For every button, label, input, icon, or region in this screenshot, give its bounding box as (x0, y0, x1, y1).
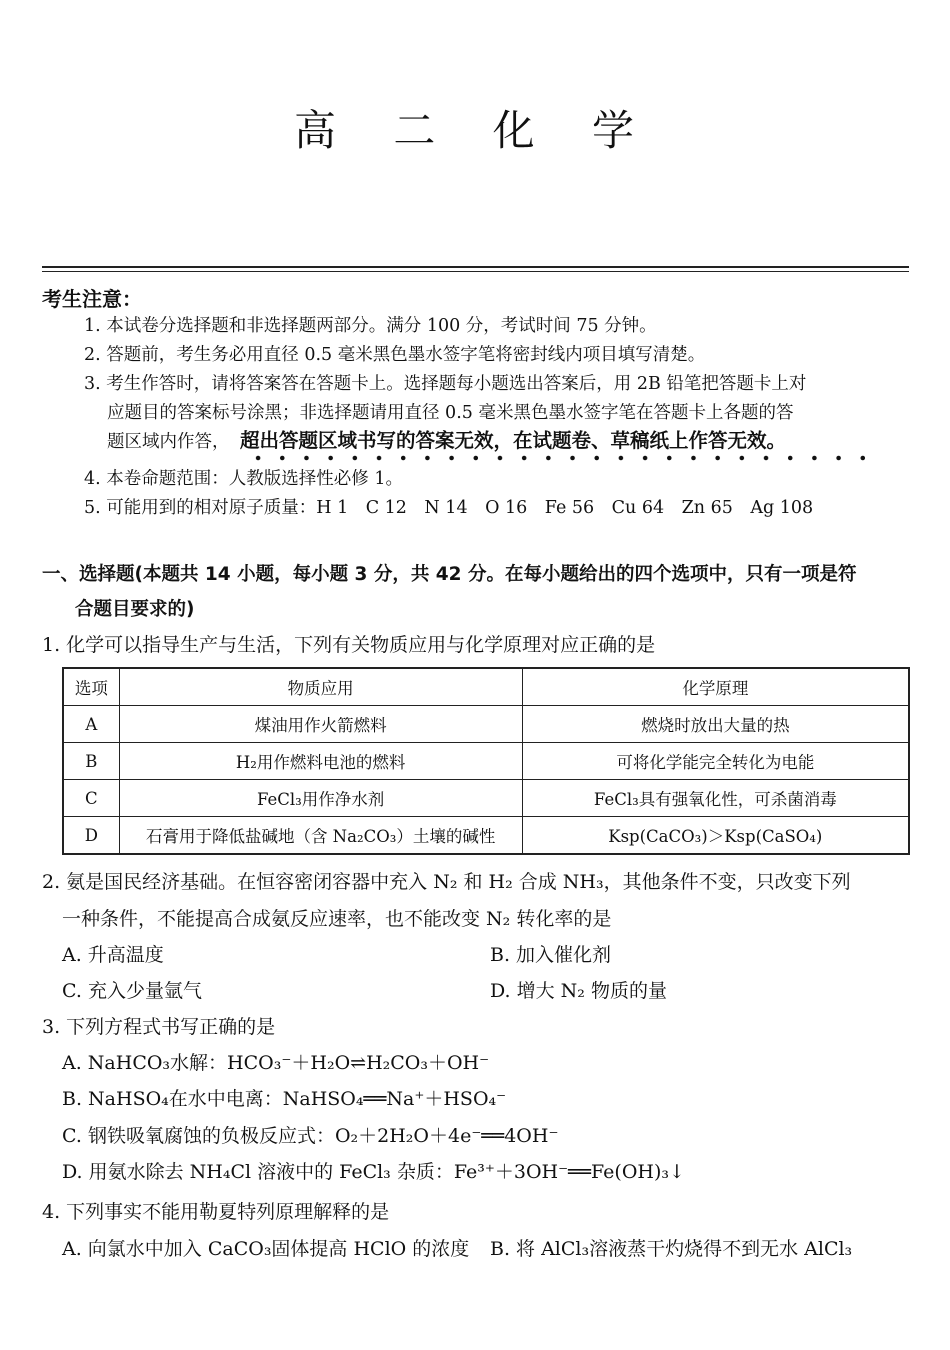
option-c: C. 钢铁吸氧腐蚀的负极反应式：O₂＋2H₂O＋4e⁻══4OH⁻ (62, 1125, 559, 1147)
question-stem: 2. 氨是国民经济基础。在恒容密闭容器中充入 N₂ 和 H₂ 合成 NH₃，其他条件不变，只改变下列 (42, 871, 851, 893)
table-cell: 可将化学能完全转化为电能 (522, 743, 909, 780)
table-header: 物质应用 (119, 668, 522, 706)
table-cell: FeCl₃具有强氧化性，可杀菌消毒 (522, 780, 909, 817)
option-d: D. 增大 N₂ 物质的量 (490, 980, 667, 1002)
divider (42, 266, 909, 268)
notice-heading: 考生注意： (42, 287, 142, 311)
notice-item: 2. 答题前，考生务必用直径 0.5 毫米黑色墨水签字笔将密封线内项目填写清楚。 (84, 345, 706, 365)
notice-item: 题区域内作答， (107, 432, 230, 452)
option-b: B. 加入催化剂 (490, 944, 612, 966)
table-row (63, 668, 909, 706)
question-stem: 3. 下列方程式书写正确的是 (42, 1016, 276, 1038)
table-cell: D (63, 817, 119, 855)
section-heading: 一、选择题(本题共 14 小题，每小题 3 分，共 42 分。在每小题给出的四个选项中，只有一项是符 (42, 564, 857, 585)
table-cell: C (63, 780, 119, 817)
question-stem: 1. 化学可以指导生产与生活，下列有关物质应用与化学原理对应正确的是 (42, 634, 656, 656)
divider (42, 271, 909, 272)
table-cell: FeCl₃用作净水剂 (119, 780, 522, 817)
table-row (63, 780, 909, 817)
question-stem: 一种条件，不能提高合成氨反应速率，也不能改变 N₂ 转化率的是 (62, 908, 612, 930)
notice-item: 4. 本卷命题范围：人教版选择性必修 1。 (84, 469, 403, 489)
table-cell: H₂用作燃料电池的燃料 (119, 743, 522, 780)
option-d: D. 用氨水除去 NH₄Cl 溶液中的 FeCl₃ 杂质：Fe³⁺＋3OH⁻══Fe(OH)₃↓ (62, 1161, 685, 1183)
option-b: B. NaHSO₄在水中电离：NaHSO₄══Na⁺＋HSO₄⁻ (62, 1088, 507, 1110)
notice-item: 1. 本试卷分选择题和非选择题两部分。满分 100 分，考试时间 75 分钟。 (84, 316, 657, 336)
notice-item: 5. 可能用到的相对原子质量：H 1 C 12 N 14 O 16 Fe 56 Cu 64 Zn 65 Ag 108 (84, 498, 814, 518)
table-cell: 煤油用作火箭燃料 (119, 706, 522, 743)
table-cell: A (63, 706, 119, 743)
table-header: 选项 (63, 668, 119, 706)
option-a: A. NaHCO₃水解：HCO₃⁻＋H₂O⇌H₂CO₃＋OH⁻ (62, 1052, 490, 1074)
notice-item: 3. 考生作答时，请将答案答在答题卡上。选择题每小题选出答案后，用 2B 铅笔把答题卡上对 (84, 374, 807, 394)
notice-emphasis: 超出答题区域书写的答案无效，在试题卷、草稿纸上作答无效。 (240, 429, 787, 452)
table-row (63, 743, 909, 780)
table-header: 化学原理 (522, 668, 909, 706)
notice-item: 应题目的答案标号涂黑；非选择题请用直径 0.5 毫米黑色墨水签字笔在答题卡上各题的答 (107, 403, 794, 423)
table-cell: 燃烧时放出大量的热 (522, 706, 909, 743)
table-row (63, 706, 909, 743)
page-title: 高 二 化 学 (293, 106, 657, 155)
option-c: C. 充入少量氩气 (62, 980, 202, 1002)
question-stem: 4. 下列事实不能用勒夏特列原理解释的是 (42, 1201, 390, 1223)
options-table (62, 667, 910, 855)
table-row (63, 817, 909, 855)
section-heading: 合题目要求的) (75, 599, 195, 620)
table-cell: Ksp(CaCO₃)＞Ksp(CaSO₄) (522, 817, 909, 855)
table-cell: 石膏用于降低盐碱地（含 Na₂CO₃）土壤的碱性 (119, 817, 522, 855)
option-b: B. 将 AlCl₃溶液蒸干灼烧得不到无水 AlCl₃ (490, 1238, 853, 1260)
table-cell: B (63, 743, 119, 780)
emphasis-dots (246, 454, 866, 462)
option-a: A. 升高温度 (62, 944, 164, 966)
option-a: A. 向氯水中加入 CaCO₃固体提高 HClO 的浓度 (62, 1238, 470, 1260)
